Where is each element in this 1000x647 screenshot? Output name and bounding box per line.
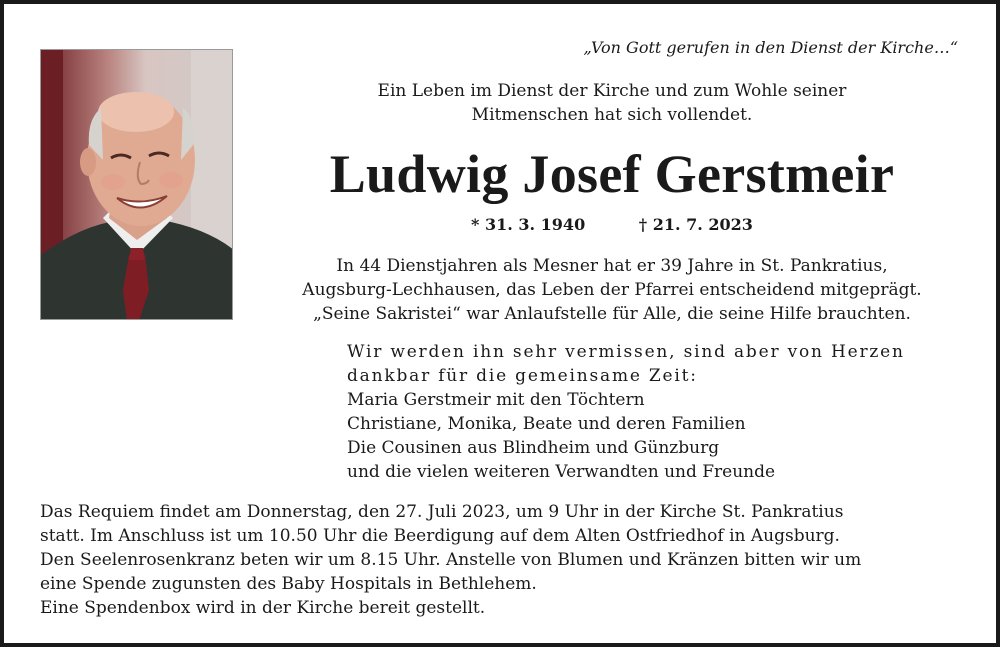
funeral-line: Das Requiem findet am Donnerstag, den 27. Juli 2023, um 9 Uhr in der Kirche St. Pankratius bbox=[40, 502, 844, 522]
family-line: und die vielen weiteren Verwandten und Freunde bbox=[347, 462, 776, 482]
intro-line: Ein Leben im Dienst der Kirche und zum Wohle seiner bbox=[377, 81, 847, 101]
family-line: Die Cousinen aus Blindheim und Günzburg bbox=[347, 438, 720, 458]
funeral-details bbox=[40, 500, 980, 620]
bio-line: In 44 Dienstjahren als Mesner hat er 39 Jahre in St. Pankratius, bbox=[336, 256, 888, 276]
birth-date: * 31. 3. 1940 bbox=[471, 215, 586, 234]
bio-line: „Seine Sakristei“ war Anlaufstelle für Alle, die seine Hilfe brauchten. bbox=[313, 304, 911, 324]
intro-line: Mitmenschen hat sich vollendet. bbox=[471, 105, 753, 125]
motto-quote: „Von Gott gerufen in den Dienst der Kirche…“ bbox=[583, 38, 958, 57]
family-line: Wir werden ihn sehr vermissen, sind aber von Herzen bbox=[347, 342, 905, 362]
funeral-line: Den Seelenrosenkranz beten wir um 8.15 Uhr. Anstelle von Blumen und Kränzen bitten wir um bbox=[40, 550, 862, 570]
family-line: Maria Gerstmeir mit den Töchtern bbox=[347, 390, 645, 410]
funeral-line: statt. Im Anschluss ist um 10.50 Uhr die Beerdigung auf dem Alten Ostfriedhof in Augsburg. bbox=[40, 526, 840, 546]
family-line: dankbar für die gemeinsame Zeit: bbox=[347, 366, 698, 386]
portrait-image bbox=[41, 50, 233, 320]
funeral-line: Eine Spendenbox wird in der Kirche bereit gestellt. bbox=[40, 598, 486, 618]
family-line: Christiane, Monika, Beate und deren Familien bbox=[347, 414, 746, 434]
death-date: † 21. 7. 2023 bbox=[638, 215, 753, 234]
life-dates bbox=[262, 215, 962, 234]
portrait-photo bbox=[40, 49, 233, 320]
deceased-name: Ludwig Josef Gerstmeir bbox=[329, 144, 895, 204]
funeral-line: eine Spende zugunsten des Baby Hospitals in Bethlehem. bbox=[40, 574, 537, 594]
biography-text bbox=[252, 254, 972, 326]
bio-line: Augsburg-Lechhausen, das Leben der Pfarrei entscheidend mitgeprägt. bbox=[302, 280, 922, 300]
mourners-text bbox=[347, 340, 977, 484]
intro-text bbox=[262, 79, 962, 127]
